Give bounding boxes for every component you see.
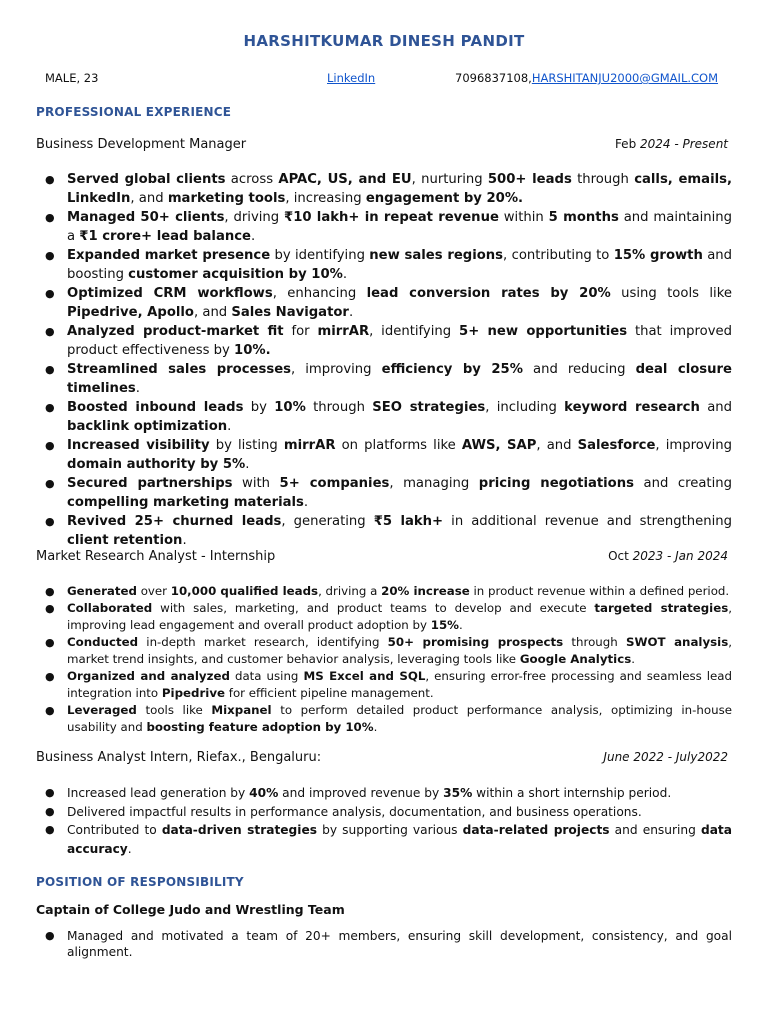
- phone-number: 7096837108,: [455, 71, 532, 85]
- contact-line: [45, 71, 735, 87]
- bullet-item: [36, 360, 732, 398]
- bullet-bold-text: Generated: [67, 584, 137, 598]
- bullet-bold-text: MS Excel and SQL: [303, 669, 426, 683]
- linkedin-link[interactable]: LinkedIn: [327, 71, 376, 85]
- gender-age: MALE, 23: [45, 71, 99, 85]
- bullet-bold-text: APAC, US, and EU: [278, 172, 412, 187]
- bullet-text: in additional revenue and strengthening: [443, 514, 733, 529]
- bullet-bold-text: compelling marketing materials: [67, 495, 304, 510]
- bullet-text: , and: [130, 191, 168, 206]
- bullet-bold-text: Revived 25+ churned leads: [67, 514, 282, 529]
- bullet-bold-text: deal closure timelines: [67, 362, 732, 396]
- job-dates: [615, 137, 728, 151]
- bullet-bold-text: data accuracy: [67, 823, 732, 856]
- bullet-bold-text: mirrAR: [283, 438, 336, 453]
- candidate-name: HARSHITKUMAR DINESH PANDIT: [243, 32, 525, 50]
- bullet-text: by: [243, 400, 275, 415]
- bullet-bold-text: Mixpanel: [211, 703, 272, 717]
- bullet-text: .: [135, 381, 140, 396]
- bullet-item: [36, 600, 732, 634]
- bullet-bold-text: 10,000 qualified leads: [170, 584, 319, 598]
- bullet-item: [36, 436, 732, 474]
- section-title-responsibility: POSITION OF RESPONSIBILITY: [36, 875, 244, 889]
- bullet-item: [36, 398, 732, 436]
- job-title: Business Development Manager: [36, 137, 247, 152]
- bullet-item: [36, 246, 732, 284]
- bullet-bold-text: 40%: [249, 786, 279, 800]
- bullet-bold-text: efficiency by 25%: [381, 362, 523, 377]
- job-date-range: 2023 - Jan 2024: [628, 549, 728, 563]
- bullet-text: , generating: [281, 514, 374, 529]
- bullet-item: [36, 170, 732, 208]
- email-link[interactable]: HARSHITANJU2000@GMAIL.COM: [531, 71, 719, 85]
- bullet-text: , identifying: [369, 324, 460, 339]
- job-date-range: 2024 - Present: [636, 137, 728, 151]
- bullet-text: for: [283, 324, 318, 339]
- bullet-item: [36, 208, 732, 246]
- job-dates: [608, 549, 728, 563]
- bullet-bold-text: Analyzed product-market fit: [67, 324, 284, 339]
- bullet-bold-text: 15%: [430, 618, 459, 632]
- bullet-bold-text: Managed 50+ clients: [67, 210, 225, 225]
- bullet-bold-text: keyword research: [564, 400, 700, 415]
- bullet-item: [36, 474, 732, 512]
- bullet-bold-text: 15% growth: [613, 248, 703, 263]
- bullet-text: and reducing: [522, 362, 636, 377]
- bullet-text: for efficient pipeline management.: [225, 686, 434, 700]
- bullet-item: [36, 322, 732, 360]
- bullet-text: , increasing: [285, 191, 366, 206]
- bullet-bold-text: mirrAR: [317, 324, 370, 339]
- bullet-text: .: [459, 618, 463, 632]
- bullet-text: , improving: [290, 362, 382, 377]
- bullet-bold-text: lead conversion rates by 20%: [366, 286, 611, 301]
- bullet-bold-text: 10%.: [234, 343, 271, 358]
- job-header: [36, 137, 728, 155]
- bullet-text: on platforms like: [335, 438, 462, 453]
- bullet-text: by listing: [209, 438, 284, 453]
- bullet-item: [36, 784, 732, 803]
- bullet-item: [36, 512, 732, 550]
- bullet-text: , improving: [655, 438, 732, 453]
- bullet-text: , driving: [224, 210, 285, 225]
- bullet-bold-text: Secured partnerships: [67, 476, 233, 491]
- bullet-text: , managing: [389, 476, 479, 491]
- job-date-range: June 2022 - July2022: [603, 750, 728, 764]
- bullet-text: by supporting various: [316, 823, 463, 837]
- bullet-bold-text: Organized and analyzed: [67, 669, 230, 683]
- responsibility-bullet-list: [36, 928, 732, 960]
- bullet-bold-text: ₹10 lakh+ in repeat revenue: [284, 210, 499, 225]
- job-bullet-list: [36, 784, 732, 858]
- bullet-bold-text: Streamlined sales processes: [67, 362, 291, 377]
- section-title-experience: PROFESSIONAL EXPERIENCE: [36, 105, 232, 119]
- bullet-bold-text: Google Analytics: [519, 652, 632, 666]
- job-header: [36, 549, 728, 567]
- bullet-bold-text: calls, emails, LinkedIn: [67, 172, 732, 206]
- bullet-text: over: [136, 584, 171, 598]
- bullet-text: across: [225, 172, 279, 187]
- bullet-text: to perform detailed product performance analysis, optimizing in-house usability and: [67, 703, 732, 734]
- bullet-bold-text: Optimized CRM workflows: [67, 286, 273, 301]
- bullet-bold-text: pricing negotiations: [478, 476, 634, 491]
- bullet-bold-text: Increased visibility: [67, 438, 210, 453]
- bullet-text: with sales, marketing, and product teams to develop and execute: [152, 601, 595, 615]
- bullet-bold-text: 20% increase: [381, 584, 470, 598]
- bullet-bold-text: data-related projects: [462, 823, 610, 837]
- bullet-text: , including: [485, 400, 565, 415]
- bullet-text: .: [127, 841, 132, 856]
- bullet-bold-text: client retention: [67, 533, 183, 548]
- bullet-bold-text: Pipedrive: [161, 686, 226, 700]
- bullet-bold-text: SEO strategies: [372, 400, 486, 415]
- bullet-text: .: [303, 495, 309, 510]
- bullet-bold-text: targeted strategies: [594, 601, 729, 615]
- job-dates: [603, 750, 728, 764]
- bullet-item: [36, 634, 732, 668]
- phone-email: [455, 71, 718, 85]
- bullet-item: [36, 668, 732, 702]
- bullet-text: , nurturing: [411, 172, 488, 187]
- bullet-bold-text: Pipedrive, Apollo: [67, 305, 194, 320]
- bullet-text: .: [227, 419, 232, 434]
- bullet-text: and boosting: [67, 248, 733, 282]
- bullet-text: .: [631, 652, 635, 666]
- bullet-item: [36, 702, 732, 736]
- bullet-bold-text: Served global clients: [67, 172, 226, 187]
- bullet-text: and ensuring: [609, 823, 701, 837]
- bullet-text: through: [563, 635, 626, 649]
- job-bullet-list: [36, 583, 732, 736]
- bullet-text: .: [251, 229, 256, 244]
- bullet-bold-text: domain authority by 5%: [67, 457, 246, 472]
- bullet-text: , market trend insights, and customer behavior analysis, leveraging tools like: [67, 635, 732, 666]
- bullet-bold-text: new sales regions: [369, 248, 504, 263]
- bullet-bold-text: SWOT analysis: [625, 635, 729, 649]
- bullet-bold-text: Collaborated: [67, 601, 153, 615]
- bullet-text: within: [498, 210, 549, 225]
- bullet-bold-text: Boosted inbound leads: [67, 400, 244, 415]
- bullet-text: , enhancing: [272, 286, 367, 301]
- bullet-bold-text: 500+ leads: [487, 172, 572, 187]
- bullet-text: in product revenue within a defined period.: [469, 584, 730, 598]
- bullet-bold-text: marketing tools: [167, 191, 286, 206]
- job-date-prefix: Oct: [608, 549, 629, 563]
- bullet-bold-text: 5+ companies: [279, 476, 390, 491]
- bullet-bold-text: Sales Navigator: [231, 305, 349, 320]
- job-bullet-list: [36, 170, 732, 550]
- bullet-bold-text: Expanded market presence: [67, 248, 271, 263]
- job-header: [36, 750, 728, 768]
- bullet-text: , contributing to: [503, 248, 614, 263]
- bullet-text: .: [348, 305, 354, 320]
- bullet-bold-text: 5+ new opportunities: [459, 324, 628, 339]
- bullet-item: [36, 803, 732, 822]
- bullet-text: with: [232, 476, 280, 491]
- bullet-text: , improving lead engagement and overall product adoption by: [67, 601, 732, 632]
- job-title: Business Analyst Intern, Riefax., Bengaluru:: [36, 750, 322, 765]
- bullet-text: , driving a: [318, 584, 382, 598]
- responsibility-title: Captain of College Judo and Wrestling Team: [36, 902, 345, 917]
- bullet-bold-text: 50+ promising prospects: [387, 635, 564, 649]
- bullet-bold-text: customer acquisition by 10%: [128, 267, 343, 282]
- bullet-item: [36, 284, 732, 322]
- bullet-bold-text: Leveraged: [67, 703, 137, 717]
- bullet-bold-text: 10%: [274, 400, 306, 415]
- bullet-text: and creating: [633, 476, 732, 491]
- bullet-text: and improved revenue by: [278, 786, 444, 800]
- bullet-text: data using: [229, 669, 304, 683]
- bullet-text: .: [342, 267, 348, 282]
- bullet-text: through: [571, 172, 635, 187]
- bullet-text: tools like: [136, 703, 212, 717]
- bullet-text: .: [182, 533, 187, 548]
- bullet-text: , and: [193, 305, 232, 320]
- bullet-bold-text: ₹1 crore+ lead balance: [79, 229, 251, 244]
- bullet-bold-text: data-driven strategies: [161, 823, 317, 837]
- bullet-bold-text: AWS, SAP: [461, 438, 537, 453]
- bullet-text: in-depth market research, identifying: [138, 635, 388, 649]
- bullet-text: Contributed to: [67, 823, 162, 837]
- bullet-bold-text: boosting feature adoption by 10%: [146, 720, 374, 734]
- bullet-text: , and: [536, 438, 578, 453]
- bullet-text: Delivered impactful results in performance analysis, documentation, and business operations.: [67, 804, 642, 819]
- bullet-text: Managed and motivated a team of 20+ members, ensuring skill development, consistency, and goal alignment.: [67, 929, 732, 959]
- bullet-text: and: [699, 400, 733, 415]
- job-date-prefix: Feb: [614, 137, 637, 151]
- bullet-bold-text: backlink optimization: [67, 419, 228, 434]
- bullet-bold-text: engagement by 20%.: [365, 191, 524, 206]
- job-title: Market Research Analyst - Internship: [36, 549, 276, 564]
- bullet-text: by identifying: [270, 248, 370, 263]
- bullet-bold-text: ₹5 lakh+: [373, 514, 444, 529]
- bullet-item: [36, 928, 732, 960]
- bullet-text: and maintaining a: [67, 210, 733, 244]
- bullet-text: .: [245, 457, 250, 472]
- bullet-text: through: [305, 400, 373, 415]
- bullet-text: using tools like: [610, 286, 732, 301]
- bullet-text: within a short internship period.: [472, 786, 672, 800]
- bullet-bold-text: 5 months: [548, 210, 619, 225]
- bullet-bold-text: Conducted: [67, 635, 139, 649]
- bullet-text: .: [373, 720, 378, 734]
- bullet-bold-text: 35%: [443, 786, 473, 800]
- bullet-bold-text: Salesforce: [577, 438, 656, 453]
- bullet-text: that improved product effectiveness by: [67, 324, 732, 358]
- bullet-item: [36, 583, 732, 600]
- bullet-text: Increased lead generation by: [67, 786, 250, 800]
- bullet-item: [36, 821, 732, 858]
- bullet-text: , ensuring error-free processing and seamless lead integration into: [67, 669, 733, 700]
